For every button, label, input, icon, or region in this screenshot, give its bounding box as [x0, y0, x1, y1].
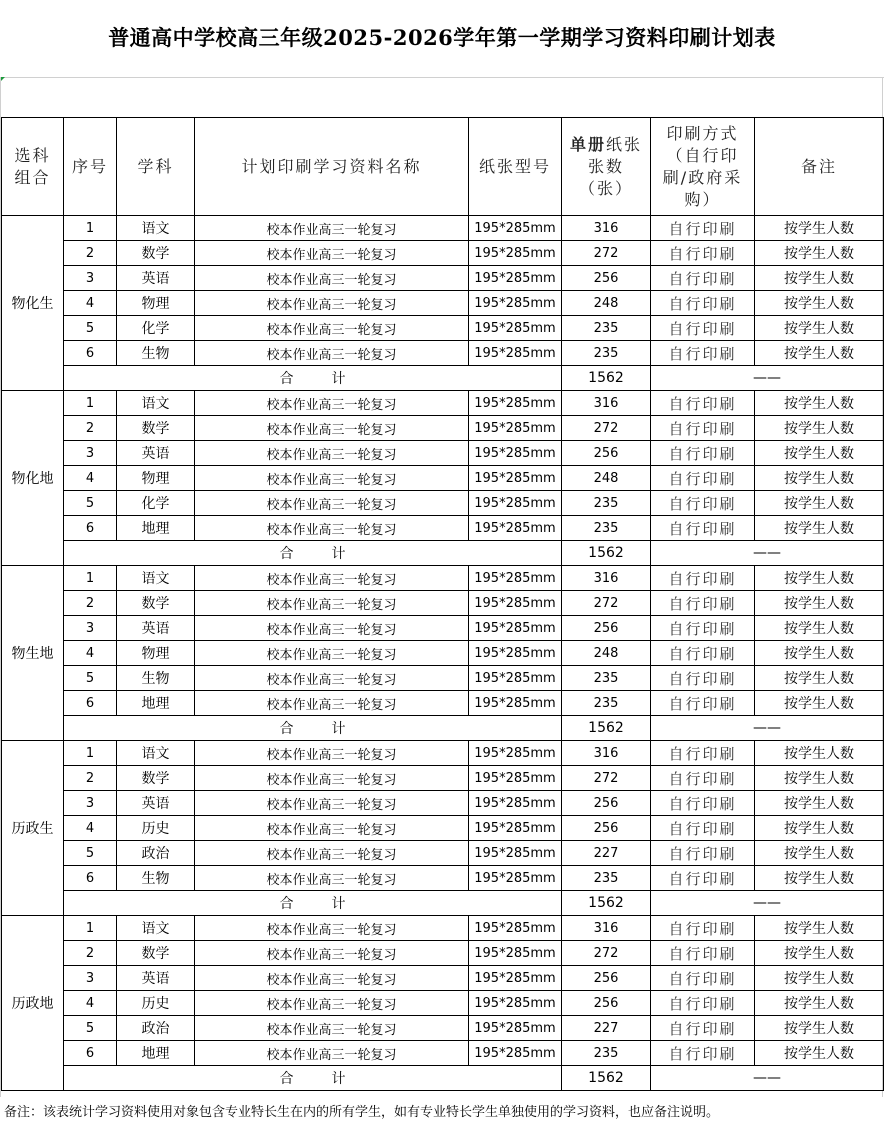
subject-cell: 历史: [117, 816, 195, 841]
table-row: [2, 641, 884, 666]
table-row: [2, 816, 884, 841]
total-remark-cell: ——: [651, 541, 884, 566]
paper-size-cell: 195*285mm: [469, 741, 562, 766]
print-method-cell: 自行印刷: [651, 241, 755, 266]
paper-size-cell: 195*285mm: [469, 466, 562, 491]
paper-size-cell: 195*285mm: [469, 966, 562, 991]
print-method-cell: 自行印刷: [651, 416, 755, 441]
table-row: [2, 566, 884, 591]
sheet-count-cell: 248: [562, 641, 651, 666]
seq-cell: 6: [64, 691, 117, 716]
remark-cell: 按学生人数: [755, 691, 884, 716]
paper-size-cell: 195*285mm: [469, 391, 562, 416]
remark-cell: 按学生人数: [755, 566, 884, 591]
sheet-count-cell: 316: [562, 916, 651, 941]
sheet-count-cell: 235: [562, 691, 651, 716]
material-cell: 校本作业高三一轮复习: [195, 791, 469, 816]
paper-size-cell: 195*285mm: [469, 566, 562, 591]
total-label-he: 合: [279, 896, 294, 912]
paper-size-cell: 195*285mm: [469, 316, 562, 341]
material-cell: 校本作业高三一轮复习: [195, 766, 469, 791]
subject-cell: 数学: [117, 766, 195, 791]
paper-size-cell: 195*285mm: [469, 1041, 562, 1066]
material-cell: 校本作业高三一轮复习: [195, 391, 469, 416]
sheet-count-cell: 256: [562, 991, 651, 1016]
remark-cell: 按学生人数: [755, 516, 884, 541]
material-cell: 校本作业高三一轮复习: [195, 216, 469, 241]
remark-cell: 按学生人数: [755, 291, 884, 316]
total-row: [2, 716, 884, 741]
material-cell: 校本作业高三一轮复习: [195, 966, 469, 991]
print-method-cell: 自行印刷: [651, 766, 755, 791]
paper-size-cell: 195*285mm: [469, 591, 562, 616]
group-name: 历政生: [2, 741, 64, 916]
subject-cell: 生物: [117, 666, 195, 691]
subject-cell: 语文: [117, 916, 195, 941]
material-cell: 校本作业高三一轮复习: [195, 266, 469, 291]
seq-cell: 3: [64, 441, 117, 466]
sheet-count-cell: 256: [562, 266, 651, 291]
material-cell: 校本作业高三一轮复习: [195, 566, 469, 591]
print-method-cell: 自行印刷: [651, 866, 755, 891]
total-label-cell: [64, 1066, 562, 1091]
table-row: [2, 991, 884, 1016]
seq-cell: 6: [64, 341, 117, 366]
seq-cell: 5: [64, 491, 117, 516]
total-label-he: 合: [279, 546, 294, 562]
remark-cell: 按学生人数: [755, 791, 884, 816]
remark-cell: 按学生人数: [755, 316, 884, 341]
print-method-cell: 自行印刷: [651, 991, 755, 1016]
paper-size-cell: 195*285mm: [469, 766, 562, 791]
sheet-count-cell: 235: [562, 491, 651, 516]
material-cell: 校本作业高三一轮复习: [195, 991, 469, 1016]
seq-cell: 2: [64, 241, 117, 266]
material-cell: 校本作业高三一轮复习: [195, 466, 469, 491]
print-method-cell: 自行印刷: [651, 641, 755, 666]
group-name: 物化生: [2, 216, 64, 391]
total-label-cell: [64, 891, 562, 916]
total-label-ji: 计: [331, 896, 346, 912]
sheet-count-cell: 316: [562, 741, 651, 766]
remark-cell: 按学生人数: [755, 916, 884, 941]
material-cell: 校本作业高三一轮复习: [195, 291, 469, 316]
print-method-cell: 自行印刷: [651, 1041, 755, 1066]
subject-cell: 英语: [117, 966, 195, 991]
remark-cell: 按学生人数: [755, 466, 884, 491]
paper-size-cell: 195*285mm: [469, 266, 562, 291]
total-row: [2, 1066, 884, 1091]
paper-size-cell: 195*285mm: [469, 866, 562, 891]
paper-size-cell: 195*285mm: [469, 941, 562, 966]
remark-cell: 按学生人数: [755, 591, 884, 616]
sheet-count-cell: 256: [562, 966, 651, 991]
paper-size-cell: 195*285mm: [469, 791, 562, 816]
remark-cell: 按学生人数: [755, 841, 884, 866]
paper-size-cell: 195*285mm: [469, 641, 562, 666]
table-row: [2, 666, 884, 691]
remark-cell: 按学生人数: [755, 391, 884, 416]
seq-cell: 4: [64, 816, 117, 841]
subject-cell: 语文: [117, 216, 195, 241]
seq-cell: 6: [64, 516, 117, 541]
seq-cell: 3: [64, 616, 117, 641]
remark-cell: 按学生人数: [755, 766, 884, 791]
remark-cell: 按学生人数: [755, 816, 884, 841]
material-cell: 校本作业高三一轮复习: [195, 591, 469, 616]
seq-cell: 2: [64, 941, 117, 966]
subject-cell: 化学: [117, 316, 195, 341]
table-row: [2, 491, 884, 516]
subject-cell: 物理: [117, 291, 195, 316]
sheet-count-cell: 235: [562, 341, 651, 366]
print-method-cell: 自行印刷: [651, 491, 755, 516]
print-method-cell: 自行印刷: [651, 316, 755, 341]
material-cell: 校本作业高三一轮复习: [195, 441, 469, 466]
print-method-cell: 自行印刷: [651, 1016, 755, 1041]
seq-cell: 1: [64, 216, 117, 241]
seq-cell: 2: [64, 766, 117, 791]
material-cell: 校本作业高三一轮复习: [195, 241, 469, 266]
remark-cell: 按学生人数: [755, 441, 884, 466]
paper-size-cell: 195*285mm: [469, 341, 562, 366]
print-method-cell: 自行印刷: [651, 266, 755, 291]
subject-cell: 语文: [117, 566, 195, 591]
paper-size-cell: 195*285mm: [469, 1016, 562, 1041]
seq-cell: 2: [64, 416, 117, 441]
subject-cell: 数学: [117, 241, 195, 266]
sheet-count-cell: 256: [562, 616, 651, 641]
seq-cell: 1: [64, 566, 117, 591]
remark-cell: 按学生人数: [755, 266, 884, 291]
total-sheets-cell: 1562: [562, 1066, 651, 1091]
remark-cell: 按学生人数: [755, 741, 884, 766]
total-label-ji: 计: [331, 546, 346, 562]
sheet-count-cell: 235: [562, 1041, 651, 1066]
footnote: 备注：该表统计学习资料使用对象包含专业特长生在内的所有学生，如有专业特长学生单独使用的学习资料，也应备注说明。: [4, 1105, 720, 1120]
total-row: [2, 541, 884, 566]
print-method-cell: 自行印刷: [651, 916, 755, 941]
sheet-count-cell: 248: [562, 466, 651, 491]
total-label-cell: [64, 716, 562, 741]
sheet-count-cell: 316: [562, 391, 651, 416]
group-name: 物化地: [2, 391, 64, 566]
seq-cell: 3: [64, 966, 117, 991]
total-sheets-cell: 1562: [562, 541, 651, 566]
remark-cell: 按学生人数: [755, 416, 884, 441]
subject-cell: 政治: [117, 1016, 195, 1041]
seq-cell: 6: [64, 1041, 117, 1066]
sheet-count-cell: 227: [562, 1016, 651, 1041]
table-row: [2, 341, 884, 366]
header-row: [2, 118, 884, 216]
material-cell: 校本作业高三一轮复习: [195, 741, 469, 766]
subject-cell: 化学: [117, 491, 195, 516]
material-cell: 校本作业高三一轮复习: [195, 916, 469, 941]
table-row: [2, 516, 884, 541]
table-row: [2, 216, 884, 241]
total-label-he: 合: [279, 371, 294, 387]
table-row: [2, 791, 884, 816]
sheet-count-cell: 248: [562, 291, 651, 316]
total-label-ji: 计: [331, 1071, 346, 1087]
header-method: 印刷方式（自行印刷/政府采购）: [651, 118, 755, 216]
paper-size-cell: 195*285mm: [469, 416, 562, 441]
seq-cell: 1: [64, 741, 117, 766]
sheet-count-cell: 256: [562, 816, 651, 841]
material-cell: 校本作业高三一轮复习: [195, 841, 469, 866]
paper-size-cell: 195*285mm: [469, 291, 562, 316]
table-row: [2, 241, 884, 266]
total-label-ji: 计: [331, 371, 346, 387]
sheet-count-cell: 256: [562, 441, 651, 466]
table-row: [2, 691, 884, 716]
seq-cell: 1: [64, 391, 117, 416]
subject-cell: 语文: [117, 741, 195, 766]
print-method-cell: 自行印刷: [651, 516, 755, 541]
total-label-cell: [64, 541, 562, 566]
header-paper: 纸张型号: [469, 118, 562, 216]
sheet-count-cell: 235: [562, 316, 651, 341]
table-row: [2, 591, 884, 616]
remark-cell: 按学生人数: [755, 641, 884, 666]
seq-cell: 5: [64, 841, 117, 866]
seq-cell: 4: [64, 291, 117, 316]
print-method-cell: 自行印刷: [651, 466, 755, 491]
print-method-cell: 自行印刷: [651, 616, 755, 641]
header-subject: 学科: [117, 118, 195, 216]
sheet-count-cell: 316: [562, 566, 651, 591]
seq-cell: 4: [64, 991, 117, 1016]
material-cell: 校本作业高三一轮复习: [195, 416, 469, 441]
seq-cell: 4: [64, 466, 117, 491]
subject-cell: 物理: [117, 466, 195, 491]
material-cell: 校本作业高三一轮复习: [195, 816, 469, 841]
material-cell: 校本作业高三一轮复习: [195, 341, 469, 366]
subject-cell: 数学: [117, 591, 195, 616]
sheet-count-cell: 235: [562, 666, 651, 691]
print-method-cell: 自行印刷: [651, 216, 755, 241]
subject-cell: 英语: [117, 791, 195, 816]
subject-cell: 英语: [117, 266, 195, 291]
header-remark: 备注: [755, 118, 884, 216]
material-cell: 校本作业高三一轮复习: [195, 516, 469, 541]
sheet-count-cell: 272: [562, 941, 651, 966]
title-band: [0, 0, 884, 78]
print-method-cell: 自行印刷: [651, 591, 755, 616]
remark-cell: 按学生人数: [755, 866, 884, 891]
remark-cell: 按学生人数: [755, 241, 884, 266]
total-label-ji: 计: [331, 721, 346, 737]
paper-size-cell: 195*285mm: [469, 991, 562, 1016]
paper-size-cell: 195*285mm: [469, 241, 562, 266]
table-row: [2, 941, 884, 966]
subject-cell: 政治: [117, 841, 195, 866]
seq-cell: 5: [64, 316, 117, 341]
table-row: [2, 391, 884, 416]
seq-cell: 5: [64, 666, 117, 691]
remark-cell: 按学生人数: [755, 991, 884, 1016]
print-method-cell: 自行印刷: [651, 341, 755, 366]
total-row: [2, 891, 884, 916]
subject-cell: 英语: [117, 616, 195, 641]
print-method-cell: 自行印刷: [651, 291, 755, 316]
paper-size-cell: 195*285mm: [469, 691, 562, 716]
remark-cell: 按学生人数: [755, 341, 884, 366]
seq-cell: 3: [64, 266, 117, 291]
table-row: [2, 766, 884, 791]
table-row: [2, 1041, 884, 1066]
subject-cell: 地理: [117, 691, 195, 716]
remark-cell: 按学生人数: [755, 616, 884, 641]
paper-size-cell: 195*285mm: [469, 666, 562, 691]
print-method-cell: 自行印刷: [651, 566, 755, 591]
print-method-cell: 自行印刷: [651, 391, 755, 416]
seq-cell: 6: [64, 866, 117, 891]
print-plan-table: [1, 117, 884, 1091]
sheet-count-cell: 272: [562, 591, 651, 616]
seq-cell: 3: [64, 791, 117, 816]
table-row: [2, 616, 884, 641]
paper-size-cell: 195*285mm: [469, 516, 562, 541]
total-sheets-cell: 1562: [562, 716, 651, 741]
remark-cell: 按学生人数: [755, 666, 884, 691]
paper-size-cell: 195*285mm: [469, 816, 562, 841]
total-sheets-cell: 1562: [562, 366, 651, 391]
remark-cell: 按学生人数: [755, 216, 884, 241]
print-method-cell: 自行印刷: [651, 941, 755, 966]
material-cell: 校本作业高三一轮复习: [195, 1016, 469, 1041]
sheet-count-cell: 235: [562, 866, 651, 891]
material-cell: 校本作业高三一轮复习: [195, 666, 469, 691]
seq-cell: 5: [64, 1016, 117, 1041]
material-cell: 校本作业高三一轮复习: [195, 691, 469, 716]
total-remark-cell: ——: [651, 366, 884, 391]
table-row: [2, 966, 884, 991]
material-cell: 校本作业高三一轮复习: [195, 641, 469, 666]
table-row: [2, 441, 884, 466]
table-row: [2, 1016, 884, 1041]
subject-cell: 地理: [117, 516, 195, 541]
remark-cell: 按学生人数: [755, 941, 884, 966]
material-cell: 校本作业高三一轮复习: [195, 1041, 469, 1066]
seq-cell: 1: [64, 916, 117, 941]
subject-cell: 物理: [117, 641, 195, 666]
header-material: 计划印刷学习资料名称: [195, 118, 469, 216]
print-method-cell: 自行印刷: [651, 841, 755, 866]
paper-size-cell: 195*285mm: [469, 916, 562, 941]
subject-cell: 生物: [117, 341, 195, 366]
subject-cell: 英语: [117, 441, 195, 466]
material-cell: 校本作业高三一轮复习: [195, 491, 469, 516]
total-label-he: 合: [279, 1071, 294, 1087]
print-method-cell: 自行印刷: [651, 966, 755, 991]
table-row: [2, 266, 884, 291]
remark-cell: 按学生人数: [755, 1041, 884, 1066]
table-row: [2, 866, 884, 891]
print-method-cell: 自行印刷: [651, 741, 755, 766]
seq-cell: 2: [64, 591, 117, 616]
page-title: 普通高中学校高三年级2025-2026学年第一学期学习资料印刷计划表: [108, 25, 776, 50]
header-sheets: [562, 118, 651, 216]
group-name: 物生地: [2, 566, 64, 741]
table-row: [2, 741, 884, 766]
header-combo: 选科组合: [2, 118, 64, 216]
subject-cell: 生物: [117, 866, 195, 891]
total-remark-cell: ——: [651, 1066, 884, 1091]
table-row: [2, 466, 884, 491]
total-label-he: 合: [279, 721, 294, 737]
paper-size-cell: 195*285mm: [469, 216, 562, 241]
paper-size-cell: 195*285mm: [469, 841, 562, 866]
header-sheets-rest: 纸张张数（张）: [578, 134, 643, 198]
remark-cell: 按学生人数: [755, 491, 884, 516]
table-row: [2, 916, 884, 941]
subject-cell: 语文: [117, 391, 195, 416]
sheet-count-cell: 235: [562, 516, 651, 541]
print-method-cell: 自行印刷: [651, 691, 755, 716]
total-row: [2, 366, 884, 391]
table-row: [2, 416, 884, 441]
table-row: [2, 291, 884, 316]
total-remark-cell: ——: [651, 891, 884, 916]
subject-cell: 历史: [117, 991, 195, 1016]
sheet-count-cell: 272: [562, 241, 651, 266]
sheet-count-cell: 316: [562, 216, 651, 241]
total-sheets-cell: 1562: [562, 891, 651, 916]
sheet-count-cell: 272: [562, 766, 651, 791]
remark-cell: 按学生人数: [755, 966, 884, 991]
sheet-count-cell: 227: [562, 841, 651, 866]
sheet-count-cell: 256: [562, 791, 651, 816]
header-seq: 序号: [64, 118, 117, 216]
seq-cell: 4: [64, 641, 117, 666]
material-cell: 校本作业高三一轮复习: [195, 316, 469, 341]
print-method-cell: 自行印刷: [651, 791, 755, 816]
print-method-cell: 自行印刷: [651, 441, 755, 466]
subject-cell: 数学: [117, 941, 195, 966]
subject-cell: 数学: [117, 416, 195, 441]
table-row: [2, 316, 884, 341]
material-cell: 校本作业高三一轮复习: [195, 866, 469, 891]
paper-size-cell: 195*285mm: [469, 616, 562, 641]
header-sheets-bold: 单册: [569, 134, 606, 154]
total-remark-cell: ——: [651, 716, 884, 741]
material-cell: 校本作业高三一轮复习: [195, 941, 469, 966]
subject-cell: 地理: [117, 1041, 195, 1066]
paper-size-cell: 195*285mm: [469, 491, 562, 516]
print-method-cell: 自行印刷: [651, 666, 755, 691]
paper-size-cell: 195*285mm: [469, 441, 562, 466]
total-label-cell: [64, 366, 562, 391]
table-row: [2, 841, 884, 866]
remark-cell: 按学生人数: [755, 1016, 884, 1041]
print-method-cell: 自行印刷: [651, 816, 755, 841]
sheet-count-cell: 272: [562, 416, 651, 441]
material-cell: 校本作业高三一轮复习: [195, 616, 469, 641]
group-name: 历政地: [2, 916, 64, 1091]
table-body: [2, 216, 884, 1091]
